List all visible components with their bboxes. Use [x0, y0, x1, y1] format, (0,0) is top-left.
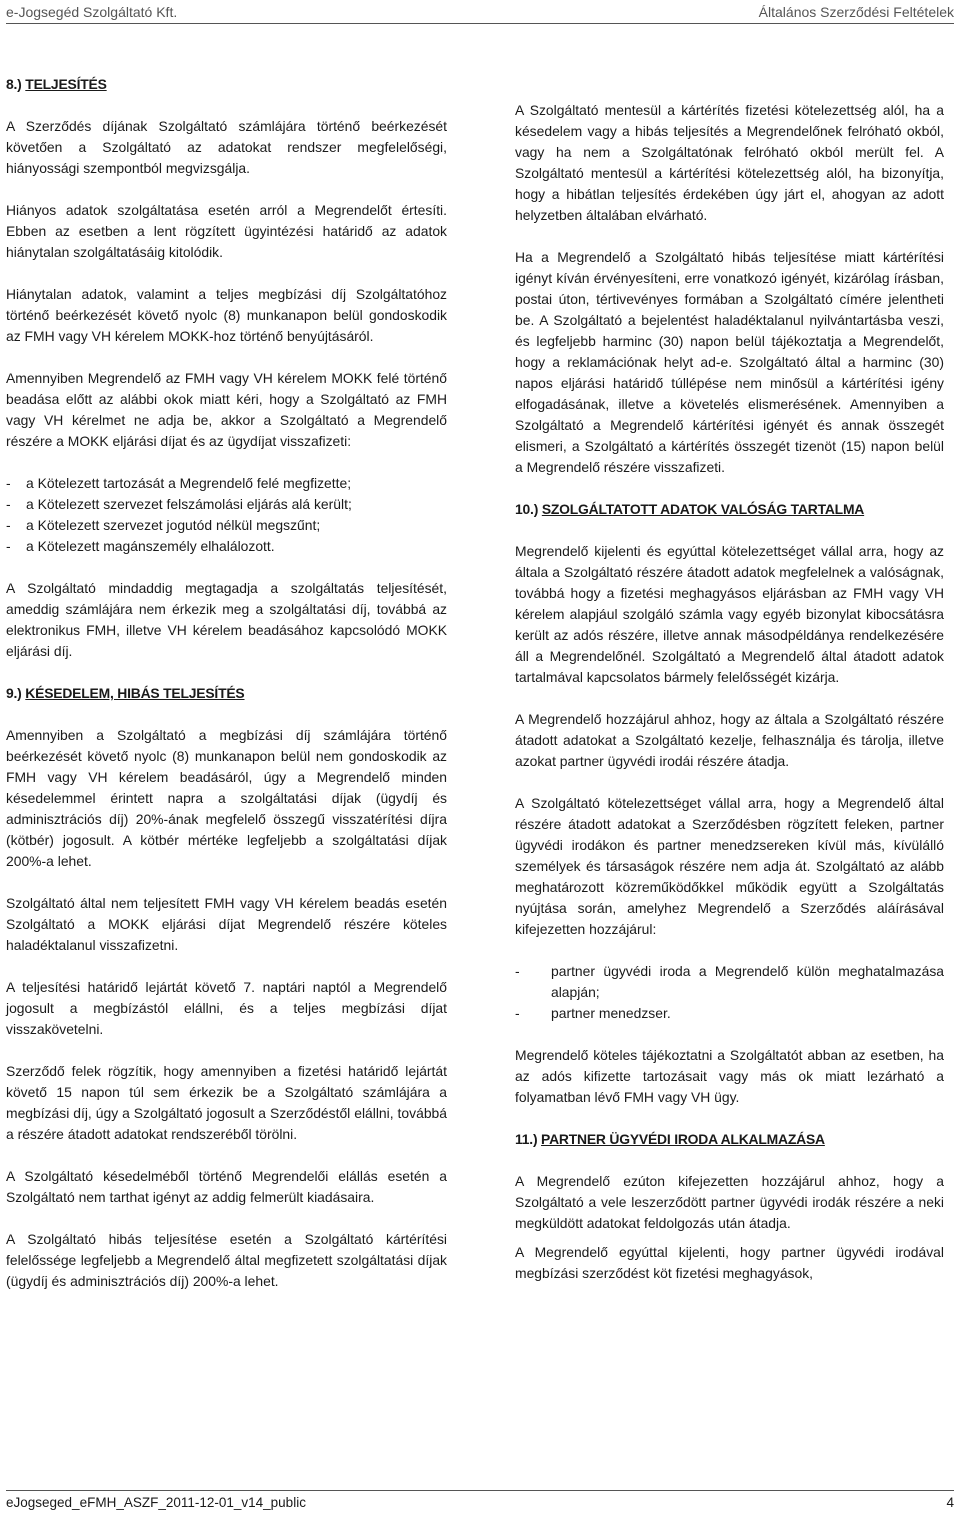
- reason-list: [6, 473, 447, 557]
- page-header: [6, 4, 954, 24]
- section-number: 11.): [515, 1131, 538, 1147]
- paragraph: Amennyiben a Szolgáltató a megbízási díj számlájára történő beérkezését követő nyolc (8) munkanapon belül nem gondoskodik az FMH vagy VH kérelem beadásáról, úgy a Megrendelő minden késedelemmel érintett napra a szolgáltatási díjak (ügydíj és adminisztrációs díj) 20%-ának megfelelő összegű visszatérítési díjra (kötbér) jogosult. A kötbér mértéke legfeljebb a szolgáltatási díjak 200%-a lehet.: [6, 727, 447, 869]
- list-item: [6, 473, 447, 494]
- list-item-text: partner ügyvédi iroda a Megrendelő külön meghatalmazása alapján;: [551, 963, 944, 1000]
- section-number: 9.): [6, 685, 22, 701]
- paragraph: Szerződő felek rögzítik, hogy amennyiben a fizetési határidő lejártát követő 15 napon túl sem érkezik be a Szolgáltató számlájára a megbízási díj, úgy a Szolgáltató jogosult a Szerződéstől elállni, továbbá a részére átadott adatokat rendszeréből törölni.: [6, 1063, 447, 1142]
- dash-bullet: -: [515, 963, 520, 979]
- partner-list: [515, 961, 944, 1024]
- list-item-text: partner menedzser.: [551, 1005, 671, 1021]
- paragraph: A Szolgáltató késedelméből történő Megrendelői elállás esetén a Szolgáltató nem tarthat igényt az addig felmerült kiadásaira.: [6, 1168, 447, 1205]
- page-number: 4: [946, 1495, 954, 1510]
- section-title: SZOLGÁLTATOTT ADATOK VALÓSÁG TARTALMA: [541, 501, 865, 517]
- paragraph: Megrendelő köteles tájékoztatni a Szolgáltatót abban az esetben, ha az adós kifizette tartozásait vagy más ok miatt lezárható a folyamatban lévő FMH vagy VH ügy.: [515, 1047, 944, 1105]
- paragraph: Megrendelő kijelenti és egyúttal kötelezettséget vállal arra, hogy az általa a Szolgáltató részére átadott adatok megfelelnek a valóságnak, továbbá hogy a fizetési meghagyásos eljárásban az FMH vagy VH kérelem alapjául szolgáló számla vagy egyéb bizonylat kibocsátásra került az adós részére, illetve annak másodpéldánya rendelkezésére áll a Megrendelőnél. Szolgáltató a Megrendelő által átadott adatok tartalmával kapcsolatos bármely felelősségét kizárja.: [515, 543, 944, 685]
- header-company: e-Jogsegéd Szolgáltató Kft.: [6, 4, 178, 20]
- section-title: TELJESÍTÉS: [25, 76, 107, 92]
- footer-doc-id: eJogseged_eFMH_ASZF_2011-12-01_v14_public: [6, 1495, 306, 1510]
- section-number: 8.): [6, 76, 22, 92]
- paragraph: A Szolgáltató mentesül a kártérítés fizetési kötelezettség alól, ha a késedelem vagy a hibás teljesítés a Megrendelőnek felróható okból, vagy ha nem a Szolgáltatónak felróható okból merült fel. A Szolgáltató mentesül a kártérítési kötelezettség alól, ha bizonyítja, hogy a hibátlan teljesítés érdekében úgy járt el, ahogyan az adott helyzetben általában elvárható.: [515, 102, 944, 223]
- paragraph: A teljesítési határidő lejártát követő 7. naptári naptól a Megrendelő jogosult a megbízástól elállni, és a teljes megbízási díjat visszakövetelni.: [6, 979, 447, 1037]
- dash-bullet: -: [6, 475, 11, 491]
- section-title: KÉSEDELEM, HIBÁS TELJESÍTÉS: [25, 685, 245, 701]
- section-number: 10.): [515, 501, 539, 517]
- list-item: [515, 1003, 944, 1024]
- paragraph: A Megrendelő hozzájárul ahhoz, hogy az általa a Szolgáltató részére átadott adatokat a Szolgáltató kezelje, felhasználja és tárolja, illetve azokat partner ügyvédi irodái részére átadja.: [515, 711, 944, 769]
- paragraph: Amennyiben Megrendelő az FMH vagy VH kérelem MOKK felé történő beadása előtt az alábbi okok miatt kéri, hogy a Szolgáltató az FMH vagy VH kérelmet ne adja be, akkor a Szolgáltató a Megrendelő részére a MOKK eljárási díjat és az ügydíjat visszafizeti:: [6, 370, 447, 449]
- list-item-text: a Kötelezett szervezet jogutód nélkül megszűnt;: [26, 517, 321, 533]
- section-11-heading: [515, 1129, 944, 1150]
- list-item-text: a Kötelezett magánszemély elhalálozott.: [26, 538, 275, 554]
- paragraph: A Szolgáltató kötelezettséget vállal arra, hogy a Megrendelő által részére átadott adatokat a Szerződésben rögzített feleken, partner ügyvédi irodákon és partner menedzsereken kívül más, kívülálló személyek és társaságok részére nem adja át. Szolgáltató az alább meghatározott közreműködőkkel működik együtt a Szolgáltatás nyújtása során, amelyhez Megrendelő a Szerződés aláírásával kifejezetten hozzájárul:: [515, 795, 944, 937]
- dash-bullet: -: [6, 496, 11, 512]
- dash-bullet: -: [6, 517, 11, 533]
- list-item-text: a Kötelezett szervezet felszámolási eljárás alá került;: [26, 496, 352, 512]
- paragraph: A Megrendelő ezúton kifejezetten hozzájárul ahhoz, hogy a Szolgáltató a vele leszerződött partner ügyvédi irodák részére a neki megküldött adatokat feldolgozás után átadja.: [515, 1173, 944, 1231]
- paragraph: Szolgáltató által nem teljesített FMH vagy VH kérelem beadás esetén Szolgáltató a MOKK eljárási díjat Megrendelő részére köteles haladéktalanul visszafizetni.: [6, 895, 447, 953]
- paragraph: A Megrendelő egyúttal kijelenti, hogy partner ügyvédi irodával megbízási szerződést köt fizetési meghagyások,: [515, 1244, 944, 1281]
- paragraph: Ha a Megrendelő a Szolgáltató hibás teljesítése miatt kártérítési igényt kíván érvényesíteni, erre vonatkozó igényét, kizárólag írásban, postai úton, tértivevényes formában a Szolgáltató címére jelentheti be. A Szolgáltató a bejelentést haladéktalanul nyilvántartásba veszi, és legfeljebb harminc (30) napon belül tájékoztatja a Megrendelőt, hogy a reklamációnak helyt ad-e. Szolgáltató által a harminc (30) napos eljárási határidő túllépése nem minősül a kártérítési igény elfogadásának, illetve a követelés elismerésének. Amennyiben a Szolgáltató a Megrendelő kártérítési igényét és annak összegét elismeri, a Szolgáltató a kártérítés összegét tizenöt (15) napon belül a Megrendelő részére visszafizeti.: [515, 249, 944, 475]
- section-title: PARTNER ÜGYVÉDI IRODA ALKALMAZÁSA: [541, 1131, 825, 1147]
- section-9-heading: [6, 683, 447, 704]
- dash-bullet: -: [515, 1005, 520, 1021]
- list-item: [515, 961, 944, 1003]
- paragraph: A Szolgáltató mindaddig megtagadja a szolgáltatás teljesítését, ameddig számlájára nem érkezik meg a szolgáltatási díj, továbbá az elektronikus FMH, illetve VH kérelem beadásához kapcsolódó MOKK eljárási díj.: [6, 580, 447, 659]
- list-item: [6, 515, 447, 536]
- list-item-text: a Kötelezett tartozását a Megrendelő felé megfizette;: [26, 475, 352, 491]
- paragraph: Hiánytalan adatok, valamint a teljes megbízási díj Szolgáltatóhoz történő beérkezését követő nyolc (8) munkanapon belül gondoskodik az FMH vagy VH kérelem MOKK-hoz történő benyújtásáról.: [6, 286, 447, 344]
- paragraph: Hiányos adatok szolgáltatása esetén arról a Megrendelőt értesíti. Ebben az esetben a lent rögzített ügyintézési határidő az adatok hiánytalan szolgáltatásáig kitolódik.: [6, 202, 447, 260]
- dash-bullet: -: [6, 538, 11, 554]
- list-item: [6, 536, 447, 557]
- section-8-heading: [6, 74, 447, 95]
- left-column: [6, 74, 447, 1313]
- list-item: [6, 494, 447, 515]
- paragraph: A Szolgáltató hibás teljesítése esetén a Szolgáltató kártérítési felelőssége legfeljebb a Megrendelő által megfizetett szolgáltatási díjak (ügydíj és adminisztrációs díj) 200%-a lehet.: [6, 1231, 447, 1289]
- right-column: [515, 100, 944, 1305]
- header-doc-title: Általános Szerződési Feltételek: [758, 4, 954, 20]
- paragraph: A Szerződés díjának Szolgáltató számlájára történő beérkezését követően a Szolgáltató az adatokat rendszer megfelelőségi, hiányossági szempontból megvizsgálja.: [6, 118, 447, 176]
- page-footer: [6, 1490, 954, 1510]
- section-10-heading: [515, 499, 944, 520]
